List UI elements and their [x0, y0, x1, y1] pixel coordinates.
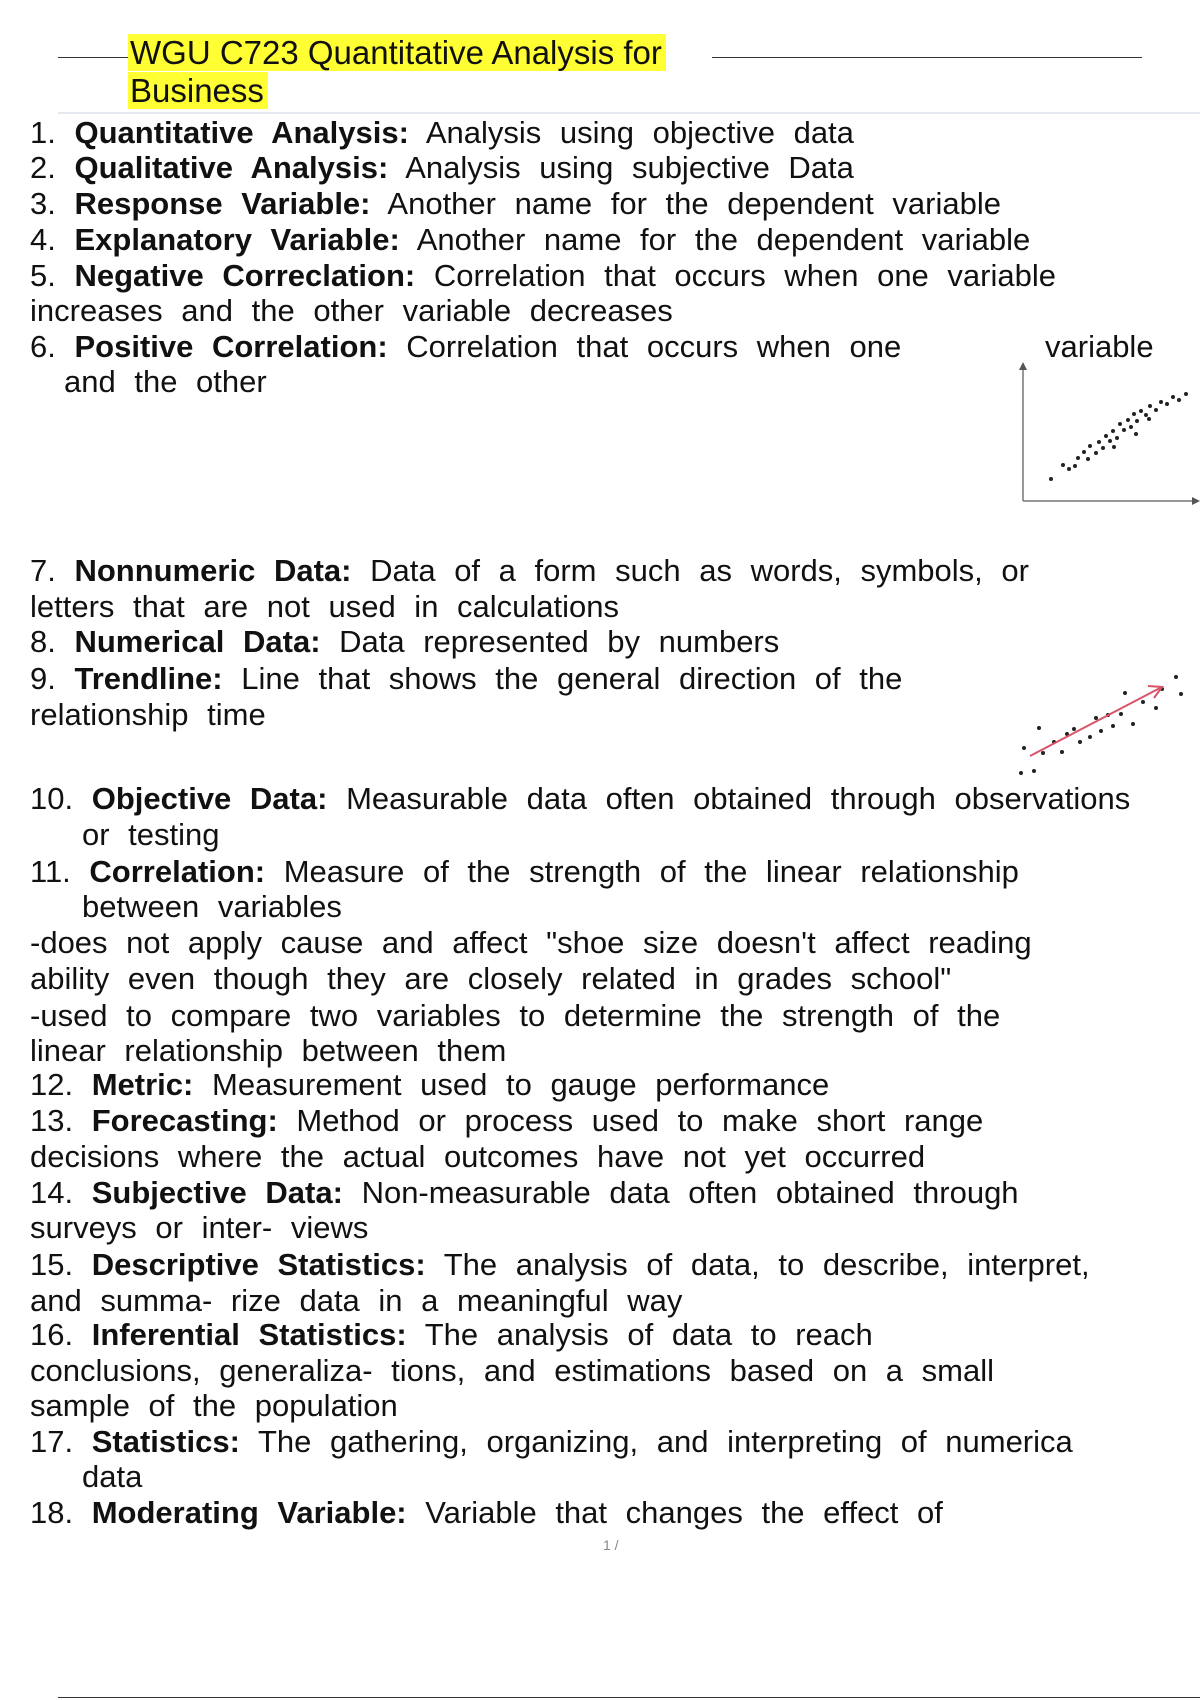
term-13-continuation: decisions where the actual outcomes have not yet occurred [30, 1139, 926, 1174]
term-definition: Another name for the dependent variable [416, 222, 1031, 257]
document-title [128, 34, 666, 110]
correlation-note-1: -does not apply cause and affect "shoe size doesn't affect reading [30, 925, 1032, 960]
bottom-rule [58, 1697, 1200, 1698]
term-definition: Correlation that occurs when one variable [433, 258, 1056, 293]
term-definition: Measurable data often obtained through observations [346, 781, 1131, 816]
term-15-continuation: and summa- rize data in a meaningful way [30, 1283, 683, 1318]
term-10-continuation: or testing [82, 817, 220, 852]
term-11-continuation: between variables [82, 889, 342, 924]
term-label: Positive Correlation: [74, 329, 388, 364]
term-label: Negative Correclation: [74, 258, 416, 293]
page-number: 1 / [603, 1537, 619, 1553]
term-definition: Analysis using objective data [425, 115, 854, 150]
term-definition: Analysis using subjective Data [405, 150, 854, 185]
term-16: 16. Inferential Statistics: The analysis of data to reach [30, 1317, 873, 1352]
term-definition: Variable that changes the effect of [425, 1495, 943, 1530]
term-12: 12. Metric: Measurement used to gauge performance [30, 1067, 830, 1102]
term-definition: The gathering, organizing, and interpreting of numerica [257, 1424, 1073, 1459]
term-definition: The analysis of data to reach [424, 1317, 873, 1352]
title-line-2: Business [128, 72, 268, 109]
positive-correlation-scatter [1010, 358, 1200, 508]
term-label: Inferential Statistics: [91, 1317, 407, 1352]
term-label: Moderating Variable: [91, 1495, 407, 1530]
term-11: 11. Correlation: Measure of the strength of the linear relationship [30, 854, 1019, 889]
term-3: 3. Response Variable: Another name for the dependent variable [30, 186, 1001, 221]
term-14: 14. Subjective Data: Non-measurable data often obtained through [30, 1175, 1019, 1210]
term-label: Correlation: [89, 854, 266, 889]
title-line-1: WGU C723 Quantitative Analysis for [128, 34, 666, 71]
correlation-note-2b: linear relationship between them [30, 1033, 507, 1068]
term-13: 13. Forecasting: Method or process used to make short range [30, 1103, 984, 1138]
term-6-continuation: and the other [64, 364, 267, 399]
correlation-note-2: -used to compare two variables to determine the strength of the [30, 998, 1001, 1033]
term-17-continuation: data [82, 1459, 143, 1494]
term-label: Subjective Data: [91, 1175, 343, 1210]
term-definition: Another name for the dependent variable [387, 186, 1001, 221]
term-label: Objective Data: [91, 781, 328, 816]
term-7-continuation: letters that are not used in calculations [30, 589, 620, 624]
title-underline [58, 112, 1200, 114]
term-4: 4. Explanatory Variable: Another name for the dependent variable [30, 222, 1031, 257]
term-6-def-tail: variable [1045, 329, 1154, 364]
term-label: Descriptive Statistics: [91, 1247, 426, 1282]
term-label: Statistics: [91, 1424, 240, 1459]
correlation-note-1b: ability even though they are closely related in grades school" [30, 961, 952, 996]
term-definition: Data of a form such as words, symbols, or [370, 553, 1029, 588]
term-15: 15. Descriptive Statistics: The analysis of data, to describe, interpret, [30, 1247, 1090, 1282]
term-8: 8. Numerical Data: Data represented by numbers [30, 624, 780, 659]
term-label: Forecasting: [91, 1103, 278, 1138]
term-17: 17. Statistics: The gathering, organizing, and interpreting of numerica [30, 1424, 1073, 1459]
term-2: 2. Qualitative Analysis: Analysis using subjective Data [30, 150, 854, 185]
term-7: 7. Nonnumeric Data: Data of a form such as words, symbols, or [30, 553, 1029, 588]
term-5-continuation: increases and the other variable decreases [30, 293, 673, 328]
term-9-continuation: relationship time [30, 697, 266, 732]
term-9: 9. Trendline: Line that shows the general direction of the [30, 661, 903, 696]
term-14-continuation: surveys or inter- views [30, 1210, 369, 1245]
term-label: Explanatory Variable: [74, 222, 400, 257]
term-definition: Measure of the strength of the linear relationship [283, 854, 1019, 889]
title-rule-left [58, 57, 128, 58]
term-16-continuation: conclusions, generaliza- tions, and estimations based on a small [30, 1353, 994, 1388]
title-rule-right [712, 57, 1142, 58]
term-18: 18. Moderating Variable: Variable that changes the effect of [30, 1495, 943, 1530]
term-1: 1. Quantitative Analysis: Analysis using objective data [30, 115, 854, 150]
term-definition: Non-measurable data often obtained through [361, 1175, 1019, 1210]
term-10: 10. Objective Data: Measurable data often obtained through observations [30, 781, 1131, 816]
term-definition: Data represented by numbers [339, 624, 780, 659]
term-definition: Line that shows the general direction of the [241, 661, 903, 696]
term-definition: Correlation that occurs when one [406, 329, 902, 364]
term-5: 5. Negative Correclation: Correlation that occurs when one variable [30, 258, 1056, 293]
term-definition: Measurement used to gauge performance [212, 1067, 830, 1102]
trendline-scatter [1010, 660, 1200, 780]
term-label: Numerical Data: [74, 624, 321, 659]
term-16-continuation-2: sample of the population [30, 1388, 398, 1423]
term-definition: The analysis of data, to describe, interpret, [443, 1247, 1090, 1282]
term-definition: Method or process used to make short range [296, 1103, 984, 1138]
term-label: Qualitative Analysis: [74, 150, 389, 185]
term-label: Response Variable: [74, 186, 371, 221]
term-label: Metric: [91, 1067, 194, 1102]
term-label: Quantitative Analysis: [74, 115, 409, 150]
term-label: Nonnumeric Data: [74, 553, 352, 588]
term-6: 6. Positive Correlation: Correlation that occurs when one [30, 329, 902, 364]
term-label: Trendline: [74, 661, 223, 696]
